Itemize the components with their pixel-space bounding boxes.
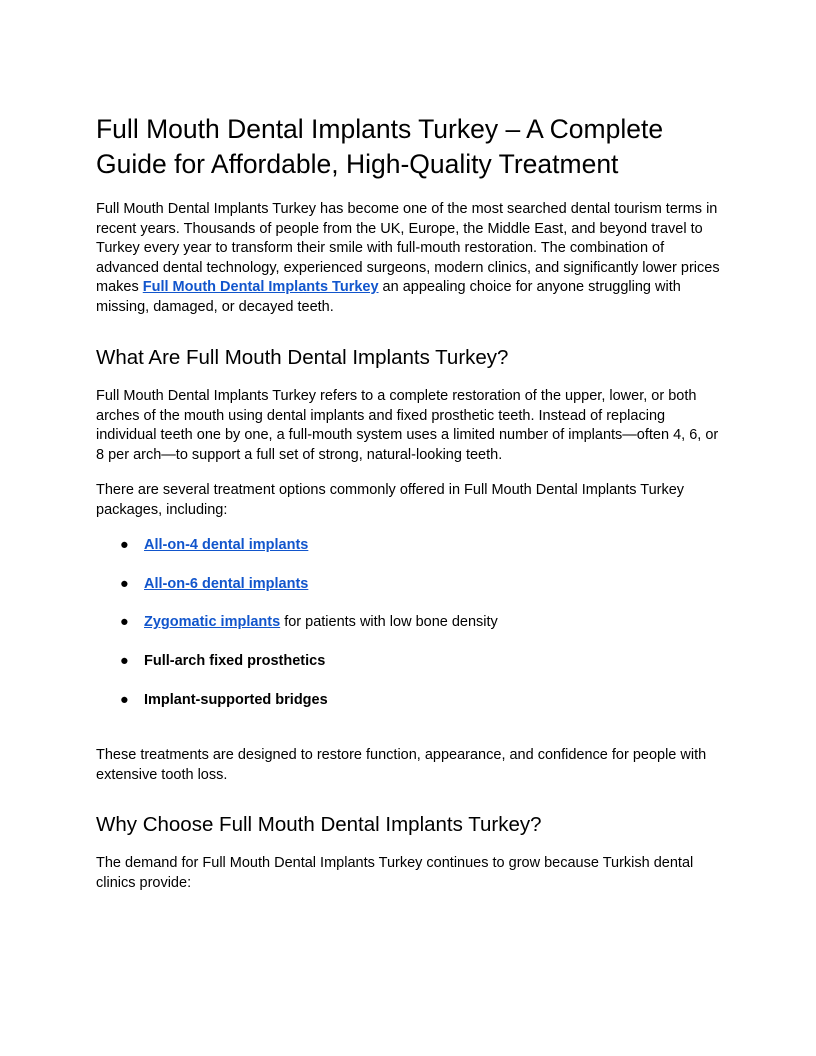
all-on-6-link[interactable]: All-on-6 dental implants [144,575,309,592]
section-heading-what-are: What Are Full Mouth Dental Implants Turkey? [96,346,509,369]
intro-text-before: Full Mouth Dental Implants Turkey has become one of the most searched dental tourism terms in recent years. Thousands of people from the UK, Europe, the Middle East, and beyond travel to Turkey every year to transform their smile with full-mouth restoration. The combination of advanced dental technology, experienced surgeons, modern clinics, and significantly lower prices makes [96,201,720,295]
section1-paragraph-3: These treatments are designed to restore function, appearance, and confidence for people with extensive tooth loss. [96,747,707,783]
intro-paragraph [96,200,720,317]
treatment-options-list [96,536,720,710]
intro-text-after: an appealing choice for anyone struggling with missing, damaged, or decayed teeth. [96,279,681,315]
bullet-icon: ● [120,653,129,670]
section1-paragraph-1: Full Mouth Dental Implants Turkey refers to a complete restoration of the upper, lower, or both arches of the mouth using dental implants and fixed prosthetic teeth. Instead of replacing individual teeth one by one, a full-mouth system uses a limited number of implants—often 4, 6, or 8 per arch—to support a full set of strong, natural-looking teeth. [96,388,719,463]
zygomatic-implants-link[interactable]: Zygomatic implants [144,614,281,631]
section1-paragraph-2: There are several treatment options commonly offered in Full Mouth Dental Implants Turkey packages, including: [96,482,685,518]
list-item [96,536,720,556]
list-item-text: Implant-supported bridges [144,691,328,708]
all-on-4-link[interactable]: All-on-4 dental implants [144,537,309,553]
list-item-text: Full-arch fixed prosthetics [144,653,326,670]
section-heading-why-choose: Why Choose Full Mouth Dental Implants Turkey? [96,813,542,837]
list-item [96,691,720,711]
bullet-icon: ● [120,691,129,708]
list-item [96,613,720,633]
document-page [96,112,720,893]
list-item [96,575,720,595]
bullet-icon: ● [120,614,129,631]
list-item [96,652,720,672]
list-item-text: for patients with low bone density [280,614,498,631]
intro-link[interactable]: Full Mouth Dental Implants Turkey [142,279,379,295]
bullet-icon: ● [120,575,129,592]
section2-paragraph-1: The demand for Full Mouth Dental Implants Turkey continues to grow because Turkish dental clinics provide: [96,855,694,891]
bullet-icon: ● [120,537,129,553]
document-title: Full Mouth Dental Implants Turkey – A Complete Guide for Affordable, High-Quality Treatment [96,114,664,179]
